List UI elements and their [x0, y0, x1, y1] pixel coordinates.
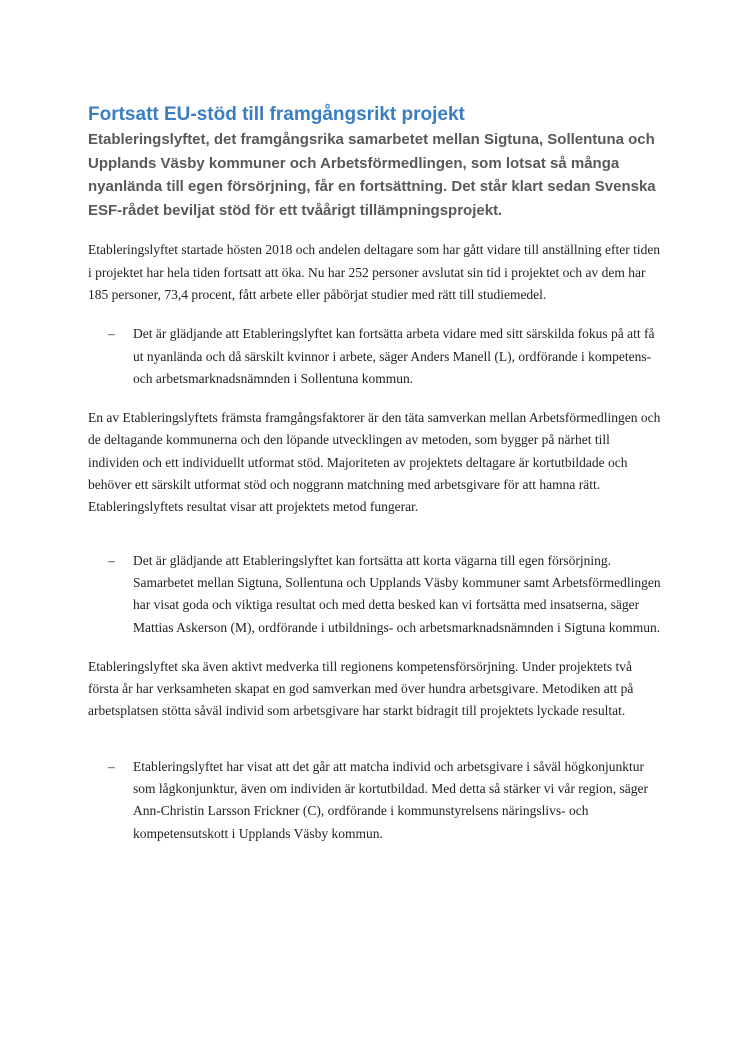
article: [88, 103, 663, 845]
quote-dash: –: [108, 552, 115, 568]
quote-dash: –: [108, 758, 115, 774]
quote-text: Det är glädjande att Etableringslyftet kan fortsätta arbeta vidare med sitt särskilda fokus på att få ut nyanlända och då särskilt kvinnor i arbete, säger Anders Manell (L), ordförande i kompetens- och arbetsmarknadsnämnden i Sollentuna kommun.: [133, 326, 655, 386]
article-lead: Etableringslyftet, det framgångsrika samarbetet mellan Sigtuna, Sollentuna och Upplands Väsby kommuner och Arbetsförmedlingen, som lotsat så många nyanlända till egen försörjning, får en fortsättning. Det står klart sedan Svenska ESF-rådet beviljat stöd för ett tvåårigt tillämpningsprojekt.: [88, 131, 656, 219]
quote-text: Det är glädjande att Etableringslyftet kan fortsätta att korta vägarna till egen försörjning. Samarbetet mellan Sigtuna, Sollentuna och Upplands Väsby kommuner samt Arbetsförmedlingen har visat goda och viktiga resultat och med detta besked kan vi fortsätta med insatserna, säger Mattias Askerson (M), ordförande i utbildnings- och arbetsmarknadsnämnden i Sigtuna kommun.: [133, 552, 661, 635]
paragraph-1: Etableringslyftet startade hösten 2018 och andelen deltagare som har gått vidare till anställning efter tiden i projektet har hela tiden fortsatt att öka. Nu har 252 personer avslutat sin tid i projektet och av dem har 185 personer, 73,4 procent, fått arbete eller påbörjat studier med rätt till studiemedel.: [88, 242, 661, 302]
quote-1: [88, 323, 663, 390]
article-title: Fortsatt EU-stöd till framgångsrikt projekt: [88, 104, 465, 125]
quote-dash: –: [108, 326, 115, 342]
paragraph-2: En av Etableringslyftets främsta framgångsfaktorer är den täta samverkan mellan Arbetsförmedlingen och de deltagande kommunerna och den löpande utvecklingen av metoden, som bygger på närhet till individen och ett individuellt utformat stöd. Majoriteten av projektets deltagare är kortutbildade och behöver ett särskilt utformat stöd och noggrann matchning med arbetsgivare för att hamna rätt. Etableringslyftets resultat visar att projektets metod fungerar.: [88, 410, 661, 515]
paragraph-3: Etableringslyftet ska även aktivt medverka till regionens kompetensförsörjning. Under projektets två första år har verksamheten skapat en god samverkan med över hundra arbetsgivare. Metodiken att på arbetsplatsen stötta såväl individ som arbetsgivare har starkt bidragit till projektets lyckade resultat.: [88, 658, 634, 719]
quote-text: Etableringslyftet har visat att det går att matcha individ och arbetsgivare i såväl högkonjunktur som lågkonjunktur, även om individen är kortutbildad. Med detta så stärker vi vår region, säger Ann-Christin Larsson Frickner (C), ordförande i kommunstyrelsens näringslivs- och kompetensutskott i Upplands Väsby kommun.: [133, 758, 648, 841]
quote-2: [88, 550, 663, 639]
quote-3: [88, 756, 663, 845]
